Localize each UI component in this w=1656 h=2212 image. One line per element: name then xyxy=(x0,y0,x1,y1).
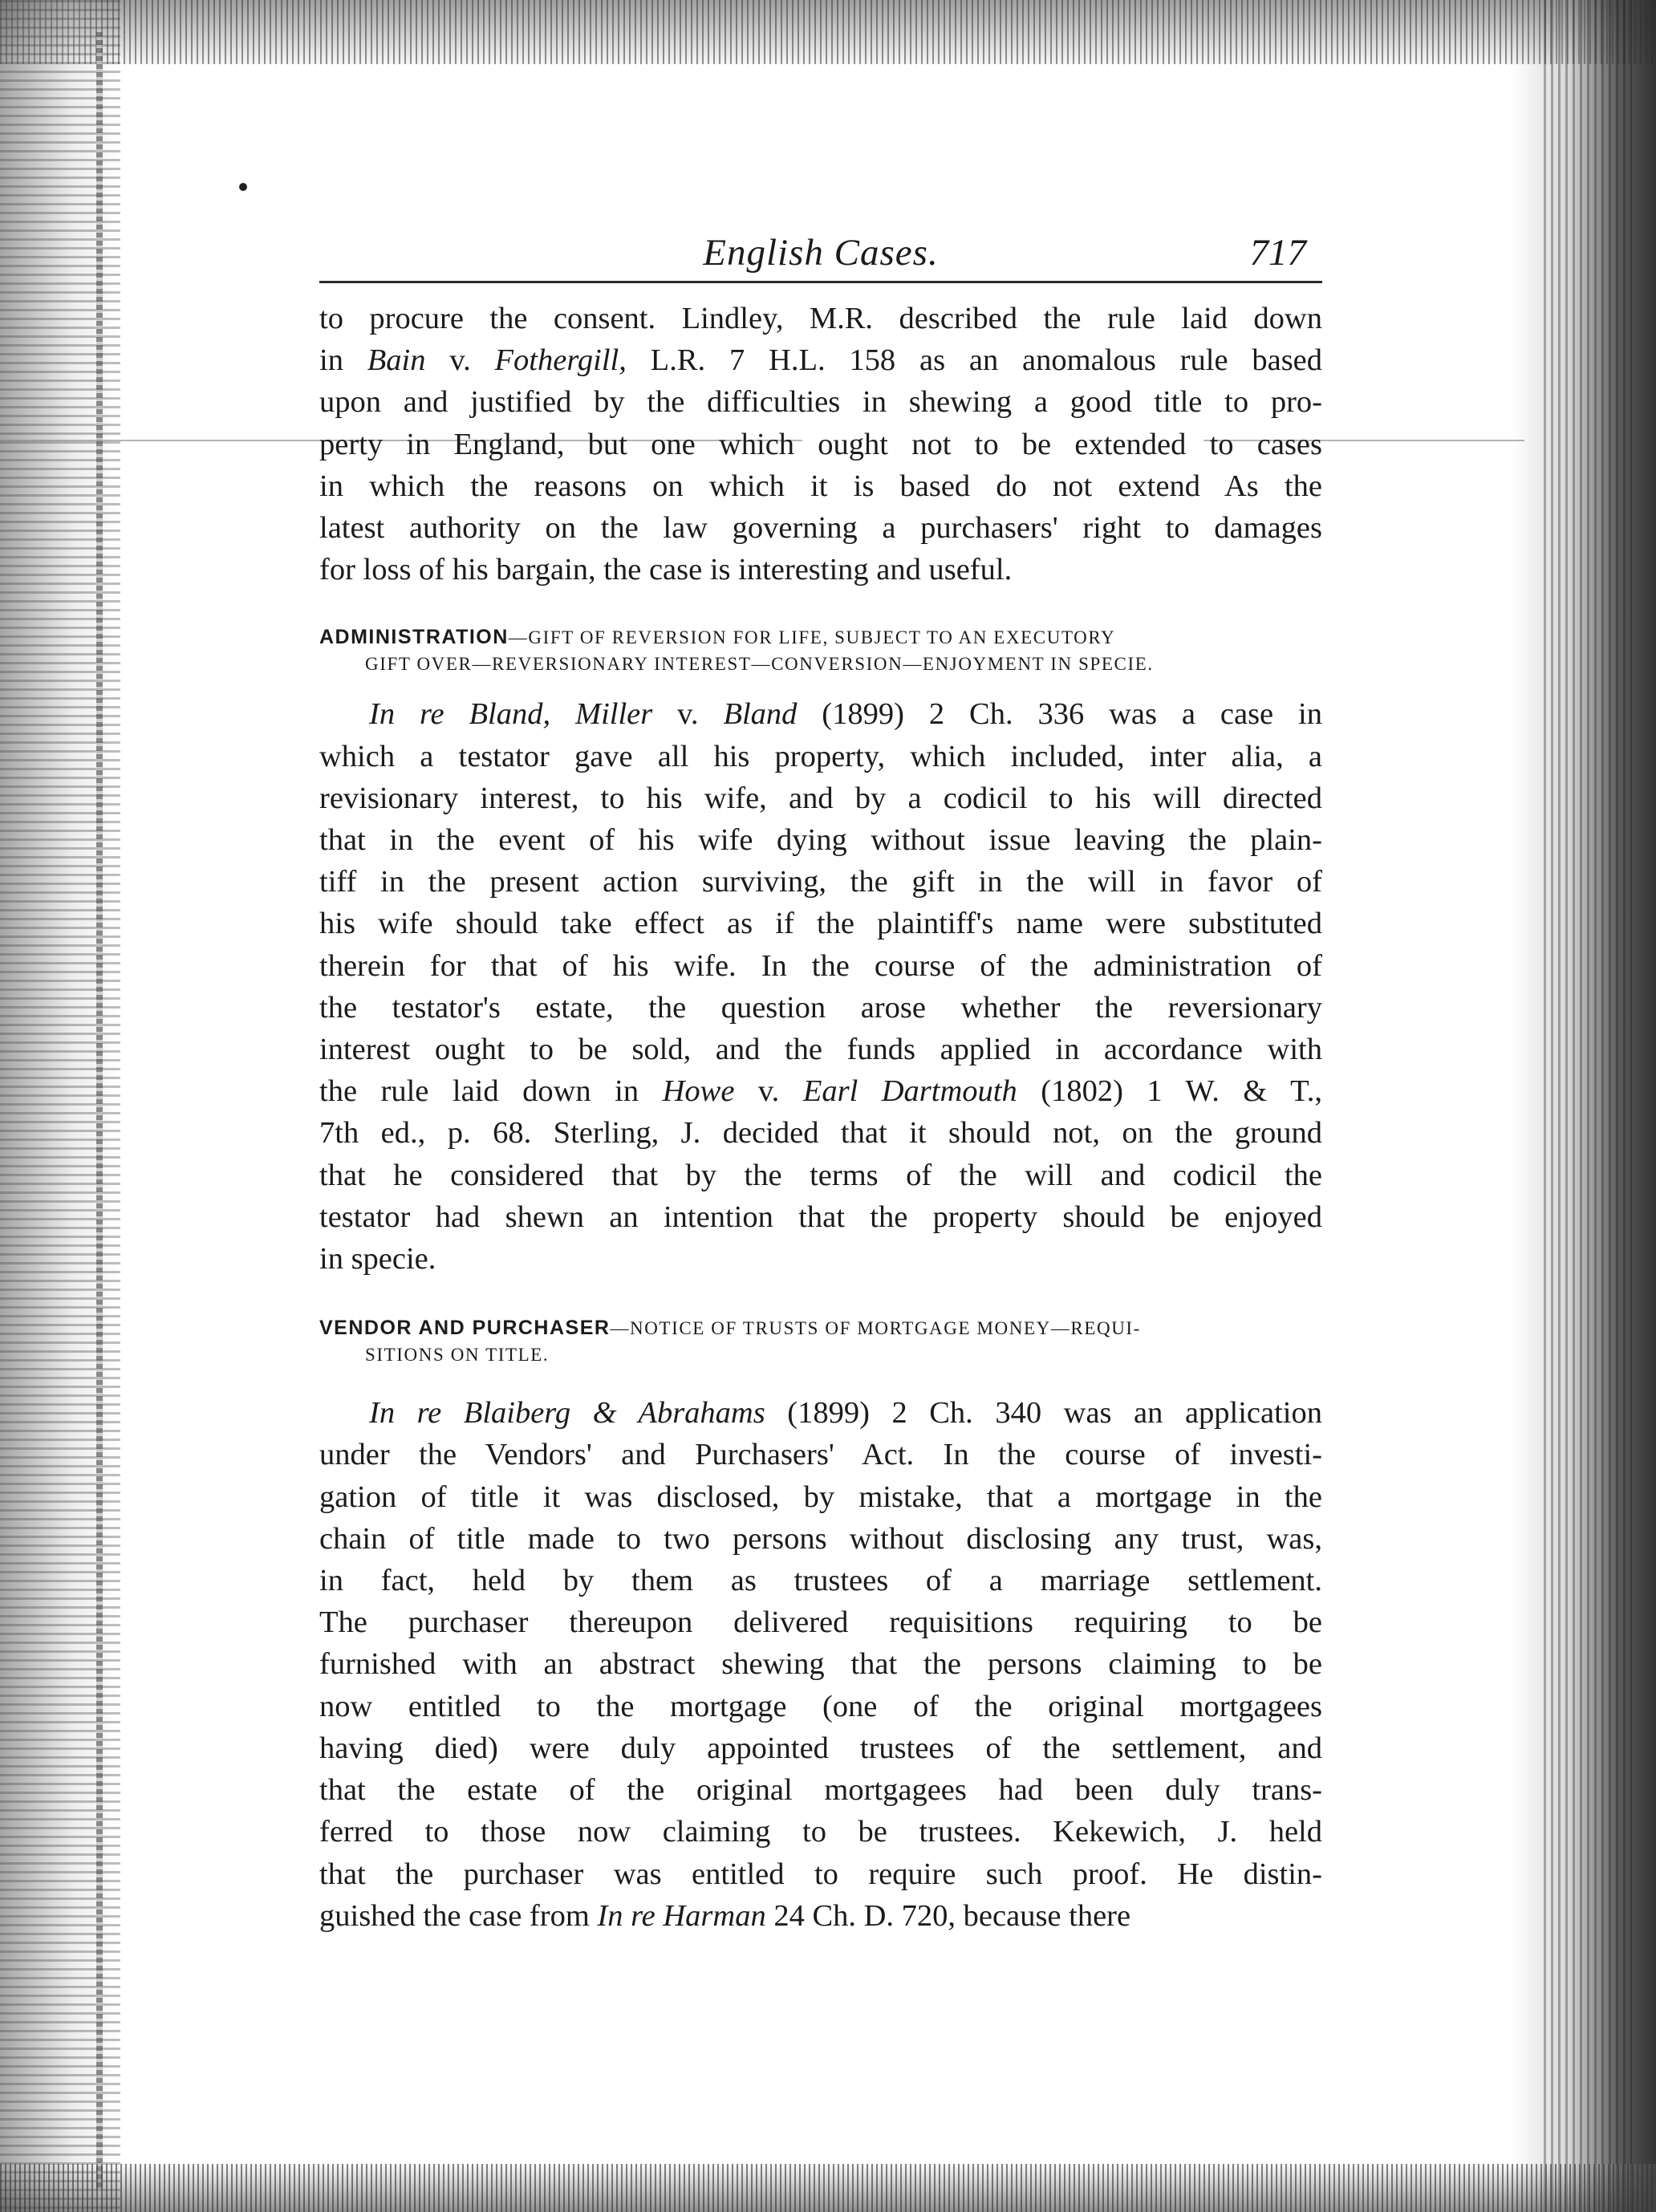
text-line: now entitled to the mortgage (one of the original mortgagees xyxy=(319,1689,1322,1723)
scan-border-top xyxy=(0,0,1656,64)
text-line: 7th ed., p. 68. Sterling, J. decided that it should not, on the ground xyxy=(319,1116,1322,1151)
text-line: under the Vendors' and Purchasers' Act. In the course of investi- xyxy=(319,1438,1322,1472)
document-page xyxy=(319,225,1322,1937)
heading-rest: —NOTICE OF TRUSTS OF MORTGAGE MONEY—REQUI- xyxy=(610,1318,1141,1339)
text-line: interest ought to be sold, and the funds applied in accordance with xyxy=(319,1033,1322,1067)
text-line: furnished with an abstract shewing that the persons claiming to be xyxy=(319,1647,1322,1682)
text-run: v. xyxy=(652,697,724,732)
section-heading-vendor xyxy=(319,1315,1322,1368)
text-run: (1802) 1 W. & T., xyxy=(1017,1074,1323,1109)
text-run: (1899) 2 Ch. 340 was an application xyxy=(765,1396,1322,1431)
vendor-purchaser-paragraph xyxy=(319,1392,1322,1937)
heading-line xyxy=(319,1315,1322,1341)
text-line: latest authority on the law governing a purchasers' right to damages xyxy=(319,511,1322,546)
italic-citation: Bland xyxy=(723,697,798,732)
italic-citation: Howe xyxy=(662,1074,735,1109)
text-line: that the purchaser was entitled to require such proof. He distin- xyxy=(319,1857,1322,1891)
text-line: in which the reasons on which it is based do not extend As the xyxy=(319,469,1322,503)
italic-citation: In re Bland, Miller xyxy=(369,697,653,732)
heading-rest: —GIFT OF REVERSION FOR LIFE, SUBJECT TO AN EXECUTORY xyxy=(508,627,1116,648)
scan-page-edge-left xyxy=(96,32,103,2190)
text-line: having died) were duly appointed trustees of the settlement, and xyxy=(319,1731,1322,1765)
text-line: the testator's estate, the question arose whether the reversionary xyxy=(319,990,1322,1025)
text-line: therein for that of his wife. In the course of the administration of xyxy=(319,948,1322,983)
scan-speck xyxy=(239,183,247,191)
intro-paragraph xyxy=(319,298,1322,591)
text-line xyxy=(319,1895,1322,1937)
text-line: in fact, held by them as trustees of a marriage settlement. xyxy=(319,1564,1322,1598)
text-line xyxy=(319,1392,1322,1434)
text-run: the rule laid down in xyxy=(319,1074,663,1109)
heading-line: SITIONS ON TITLE. xyxy=(365,1345,550,1366)
text-line: which a testator gave all his property, which included, inter alia, a xyxy=(319,739,1322,773)
text-line: tiff in the present action surviving, the gift in the will in favor of xyxy=(319,865,1322,899)
text-line: gation of title it was disclosed, by mistake, that a mortgage in the xyxy=(319,1479,1322,1514)
italic-citation: Fothergill, xyxy=(494,343,627,378)
text-run: in xyxy=(319,343,367,378)
text-line: his wife should take effect as if the plaintiff's name were substituted xyxy=(319,907,1322,941)
text-run: L.R. 7 H.L. 158 as an anomalous rule based xyxy=(626,343,1323,378)
text-line: for loss of his bargain, the case is interesting and useful. xyxy=(319,553,1013,587)
text-line xyxy=(319,693,1322,735)
italic-citation: In re Blaiberg & Abrahams xyxy=(369,1396,765,1431)
italic-citation: Bain xyxy=(367,343,426,378)
text-line: perty in England, but one which ought not to be extended to cases xyxy=(319,427,1322,461)
page-number: 717 xyxy=(1249,232,1306,274)
heading-lead: VENDOR AND PURCHASER xyxy=(319,1317,611,1340)
text-line: testator had shewn an intention that the property should be enjoyed xyxy=(319,1199,1322,1234)
italic-citation: Earl Dartmouth xyxy=(802,1074,1017,1109)
running-header xyxy=(319,225,1322,281)
scan-border-bottom xyxy=(0,2164,1656,2212)
text-line: The purchaser thereupon delivered requisitions requiring to be xyxy=(319,1605,1322,1640)
scan-page-stack-right xyxy=(1544,0,1632,2212)
text-line xyxy=(319,1070,1322,1112)
text-line: that in the event of his wife dying without issue leaving the plain- xyxy=(319,823,1322,858)
text-line: chain of title made to two persons without disclosing any trust, was, xyxy=(319,1521,1322,1556)
administration-paragraph xyxy=(319,693,1322,1280)
text-line: that he considered that by the terms of the will and codicil the xyxy=(319,1158,1322,1192)
text-line: that the estate of the original mortgagees had been duly trans- xyxy=(319,1773,1322,1808)
text-line: in specie. xyxy=(319,1242,436,1276)
italic-citation: In re Harman xyxy=(597,1898,766,1933)
heading-lead: ADMINISTRATION xyxy=(319,626,509,649)
text-line xyxy=(319,339,1322,381)
text-run: guished the case from xyxy=(319,1898,598,1933)
text-line: revisionary interest, to his wife, and by a codicil to his will directed xyxy=(319,781,1322,815)
text-run: 24 Ch. D. 720, because there xyxy=(765,1898,1131,1933)
text-run: v. xyxy=(425,343,495,378)
section-heading-administration xyxy=(319,624,1322,677)
header-rule xyxy=(319,281,1322,283)
running-title: English Cases. xyxy=(703,232,939,274)
text-line: to procure the consent. Lindley, M.R. described the rule laid down xyxy=(319,302,1322,335)
text-line: upon and justified by the difficulties in shewing a good title to pro- xyxy=(319,385,1322,420)
text-run: (1899) 2 Ch. 336 was a case in xyxy=(797,697,1322,732)
text-run: v. xyxy=(734,1074,803,1109)
text-line: ferred to those now claiming to be trustees. Kekewich, J. held xyxy=(319,1815,1322,1849)
heading-line xyxy=(319,624,1322,651)
heading-line: GIFT OVER—REVERSIONARY INTEREST—CONVERSION—ENJOYMENT IN SPECIE. xyxy=(365,654,1154,675)
